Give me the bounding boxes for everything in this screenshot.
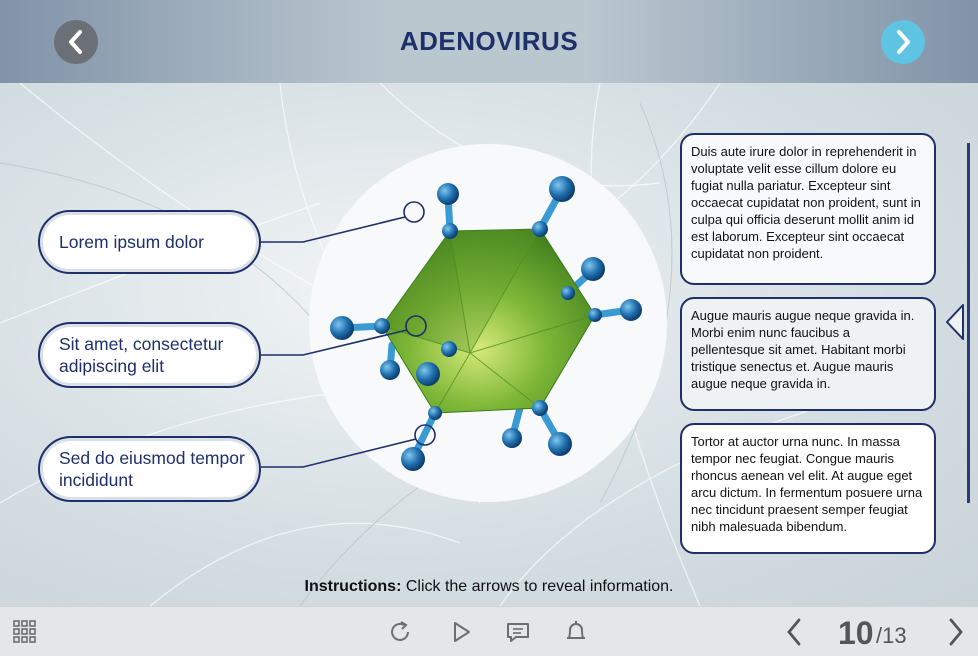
label-button-1[interactable]: Lorem ipsum dolor [38,210,261,274]
bell-icon[interactable] [561,617,591,647]
next-page-icon[interactable] [940,617,970,647]
info-card-3: Tortor at auctor urna nunc. In massa tempor nec feugiat. Congue mauris rhoncus aenean vel elit. At augue eget arcu dictum. In fermentum posuere urna nec tincidunt praesent semper feugiat nibh malesuada bibendum. [680,423,936,554]
page-number-current: 10 [838,615,874,651]
page-title: ADENOVIRUS [399,26,579,56]
page-number-total: /13 [876,623,907,648]
comment-icon[interactable] [503,617,533,647]
replay-icon[interactable] [385,617,415,647]
label-button-3[interactable]: Sed do eiusmod tempor incididunt [38,436,261,502]
info-card-1: Duis aute irure dolor in reprehenderit in voluptate velit esse cillum dolore eu fugiat nulla pariatur. Excepteur sint occaecat cupidatat non proident, sunt in culpa qui officia deserunt mollit anim id est laborum. Excepteur sint occaecat cupidatat non proident. [680,133,936,285]
instructions-label: Instructions: [304,578,402,595]
chevron-right-icon [893,29,913,55]
header-bar [0,0,978,83]
instructions-text [0,578,978,596]
label-button-2[interactable]: Sit amet, consectetur adipiscing elit [38,322,261,388]
player-toolbar [0,606,978,656]
side-divider [967,143,970,503]
instructions-body: Click the arrows to reveal information. [401,578,674,595]
next-slide-button[interactable] [881,20,925,64]
info-card-2: Augue mauris augue neque gravida in. Morbi enim nunc faucibus a pellentesque sit amet. Habitant morbi tristique senectus et. Augue mauris augue neque gravida in. [680,297,936,411]
reveal-arrow-icon[interactable] [944,303,966,341]
grid-menu-icon[interactable] [10,617,40,647]
slide-stage [0,83,978,606]
play-icon[interactable] [446,617,476,647]
previous-page-icon[interactable] [780,617,810,647]
